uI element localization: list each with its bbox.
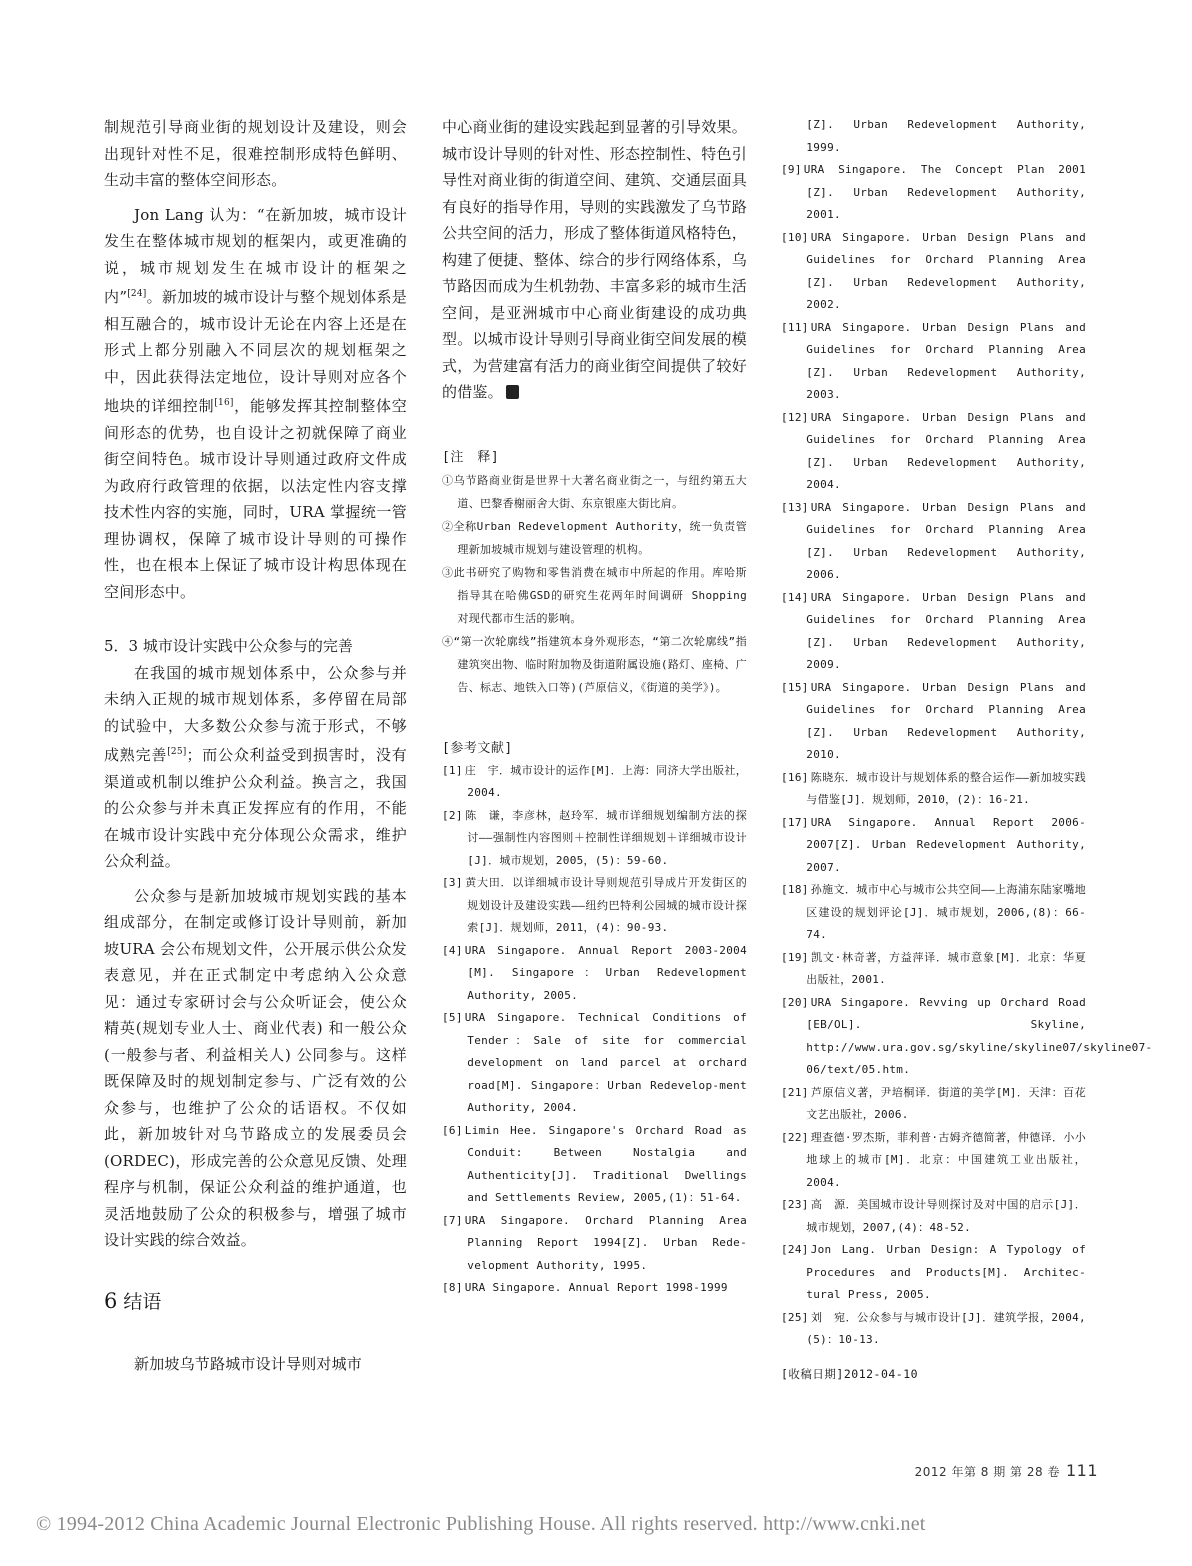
paragraph [104,660,407,875]
reference-item [781,879,1086,947]
reference-text: 芦原信义著，尹培桐译．街道的美学[M]．天津：百花文艺出版社，2006. [806,1085,1086,1121]
reference-item [781,407,1086,497]
reference-label: [14] [781,590,809,604]
issue-info [915,1461,1098,1480]
reference-label: [11] [781,320,809,334]
paragraph [442,114,747,406]
reference-text: URA Singapore. Technical Conditions of Tender：Sale of site for commercial development on land parcel at orchard road[M]. Singapore：Urban Redevelop-ment Authority, 2004. [464,1011,747,1114]
reference-label: [20] [781,995,809,1009]
reference-item [781,317,1086,407]
reference-label: [22] [781,1130,809,1144]
reference-label: [2] [442,808,463,822]
paragraph: 制规范引导商业街的规划设计及建设，则会出现针对性不足，很难控制形成特色鲜明、生动丰富的整体空间形态。 [104,118,407,189]
reference-text: URA Singapore. Orchard Planning Area Planning Report 1994[Z]. Urban Rede-velopment Authority, 1995. [464,1213,747,1272]
reference-label: [21] [781,1085,809,1099]
reference-text: 理查德·罗杰斯，菲利普·古姆齐德简著，仲德译．小小地球上的城市[M]．北京：中国建筑工业出版社，2004. [806,1130,1086,1189]
reference-label: [6] [442,1123,463,1137]
reference-label: [1] [442,763,463,777]
text-run: Jon Lang 认为：“在新加坡，城市设计发生在整体城市规划的框架内，或更准确的说，城市规划发生在城市设计的框架之内” [104,205,407,306]
reference-text: Jon Lang. Urban Design: A Typology of Procedures and Products[M]. Architec-tural Press, 2005. [806,1243,1086,1301]
reference-text: 孙施文．城市中心与城市公共空间——上海浦东陆家嘴地区建设的规划评论[J]．城市规划，2006,(8)：66-74. [806,883,1086,941]
end-of-article-icon [506,385,519,399]
reference-text: URA Singapore. Urban Design Plans and Guidelines for Orchard Planning Area [Z]. Urban Redevelopment Authority, 2006. [806,500,1086,581]
copyright-notice: © 1994-2012 China Academic Journal Electronic Publishing House. All rights reserved. http://www.cnki.net [36,1513,926,1535]
column-1 [104,114,407,1377]
reference-label: [24] [781,1243,809,1256]
reference-text: 高 源．美国城市设计导则探讨及对中国的启示[J]．城市规划，2007,(4)：48-52. [806,1198,1086,1234]
reference-label: [19] [781,950,809,964]
reference-text: 凯文·林奇著，方益萍译．城市意象[M]．北京：华夏出版社，2001. [806,950,1086,986]
reference-item [781,677,1086,767]
reference-item [781,947,1086,992]
reference-text: URA Singapore. Urban Design Plans and Guidelines for Orchard Planning Area [Z]. Urban Redevelopment Authority, 2010. [806,680,1086,761]
reference-text: 黄大田．以详细城市设计导则规范引导成片开发街区的规划设计及建设实践——纽约巴特利公园城的城市设计探索[J]．规划师，2011，(4)：90-93. [464,876,747,934]
reference-item [781,992,1153,1082]
reference-item [781,497,1086,587]
reference-label: [12] [781,410,809,424]
text-run: 。新加坡的城市设计与整个规划体系是相互融合的，城市设计无论在内容上还是在形式上都分别融入不同层次的规划框架之中，因此获得法定地位，设计导则对应各个地块的详细控制 [104,288,407,415]
paragraph: 公众参与是新加坡城市规划实践的基本组成部分，在制定或修订设计导则前，新加坡URA 会公布规划文件，公开展示供公众发表意见，并在正式制定中考虑纳入公众意见：通过专家研讨会与公众听证会，使公众精英(规划专业人士、商业代表) 和一般公众(一般参与者、利益相关人) 公同参与。这样既保障及时的规划制定参与、广泛有效的公众参与，也维护了公众的话语权。不仅如此，新加坡针对乌节路成立的发展委员会(ORDEC)，形成完善的公众意见反馈、处理程序与机制，保证公众利益的维护通道，也灵活地鼓励了公众的积极参与，增强了城市设计实践的综合效益。 [104,886,407,1249]
reference-text: 刘 宛．公众参与与城市设计[J]．建筑学报，2004,(5)：10-13. [806,1310,1086,1346]
reference-text: URA Singapore. Urban Design Plans and Guidelines for Orchard Planning Area [Z]. Urban Redevelopment Authority, 2003. [806,320,1086,401]
reference-label: [18] [781,883,809,896]
reference-text: URA Singapore. Revving up Orchard Road [EB/OL]. Skyline, http://www.ura.gov.sg/skyline/skyline07/skyline07-06/text/05.htm. [806,995,1153,1076]
reference-item [442,805,747,873]
notes-heading: [注 释] [442,449,500,465]
reference-item [442,1210,747,1278]
reference-label: [15] [781,680,809,694]
reference-text: Limin Hee. Singapore's Orchard Road as Conduit: Between Nostalgia and Authenticity[J]. Traditional Dwellings and Settlements Review, 2005,(1)：51-64. [464,1123,747,1204]
text-run: 在我国的城市规划体系中，公众参与并未纳入正规的城市规划体系，多停留在局部的试验中，大多数公众参与流于形式，不够成熟完善 [104,663,407,764]
reference-item [442,1120,747,1210]
reference-text: URA Singapore. Urban Design Plans and Guidelines for Orchard Planning Area [Z]. Urban Redevelopment Authority, 2002. [806,230,1086,311]
reference-text: URA Singapore. Annual Report 1998-1999 [464,1281,728,1294]
citation: [25] [167,747,187,757]
references-list [442,760,747,1300]
reference-label: [4] [442,943,463,957]
reference-text: 陈晓东．城市设计与规划体系的整合运作——新加坡实践与借鉴[J]．规划师，2010，(2)：16-21. [806,770,1086,806]
reference-text: 庄 宇．城市设计的运作[M]．上海：同济大学出版社，2004. [464,763,747,799]
reference-item [442,940,747,1008]
reference-label: [8] [442,1281,463,1294]
page-number: 111 [1065,1461,1098,1480]
reference-label: [9] [781,163,802,176]
reference-text: URA Singapore. Annual Report 2006-2007[Z]. Urban Redevelopment Authority, 2007. [806,815,1086,874]
section-number: 6 [104,1288,118,1313]
reference-label: [25] [781,1310,809,1324]
reference-text: URA Singapore. The Concept Plan 2001 [Z]. Urban Redevelopment Authority, 2001. [803,163,1086,221]
reference-label: [16] [781,770,809,784]
note-item: ④“第一次轮廓线”指建筑本身外观形态，“第二次轮廓线”指建筑突出物、临时附加物及街道附属设施(路灯、座椅、广告、标志、地铁入口等)(芦原信义，《街道的美学》)。 [442,634,747,694]
reference-text: URA Singapore. Annual Report 2003-2004 [M]. Singapore：Urban Redevelopment Authority, 2005. [464,943,747,1002]
text-run: 中心商业街的建设实践起到显著的引导效果。城市设计导则的针对性、形态控制性、特色引导性对商业街的街道空间、建筑、交通层面具有良好的指导作用，导则的实践激发了乌节路公共空间的活力，形成了整体街道风格特色，构建了便捷、整体、综合的步行网络体系，乌节路因而成为生机勃勃、丰富多彩的城市生活空间，是亚洲城市中心商业街建设的成功典型。以城市设计导则引导商业街空间发展的模式，为营建富有活力的商业街空间提供了较好的借鉴。 [442,118,747,401]
references-list [781,159,1153,1352]
section-title: 结语 [123,1290,162,1313]
reference-item [442,872,747,940]
reference-item [442,1007,747,1120]
column-3 [781,114,1153,1382]
reference-item [442,760,747,805]
reference-label: [23] [781,1198,809,1211]
reference-item [781,587,1086,677]
reference-label: [10] [781,230,809,244]
reference-item [781,1307,1086,1352]
references-heading: [参考文献] [442,740,513,756]
subsection-heading: 5．3 城市设计实践中公众参与的完善 [104,637,353,655]
reference-item [781,1194,1086,1239]
issue-label: 2012 年第 8 期 第 28 卷 [914,1465,1060,1479]
reference-item [781,159,1086,227]
note-item: ②全称Urban Redevelopment Authority，统一负责管理新加坡城市规划与建设管理的机构。 [442,519,747,556]
paragraph [104,202,407,606]
reference-label: [5] [442,1011,463,1024]
reference-label: [17] [781,815,809,829]
reference-text: URA Singapore. Urban Design Plans and Guidelines for Orchard Planning Area [Z]. Urban Redevelopment Authority, 2009. [806,590,1086,671]
reference-text: URA Singapore. Urban Design Plans and Guidelines for Orchard Planning Area [Z]. Urban Redevelopment Authority, 2004. [806,410,1086,491]
reference-item [781,1127,1086,1195]
received-date: [收稿日期]2012-04-10 [781,1366,919,1381]
reference-label: [7] [442,1213,463,1227]
note-item: ①乌节路商业街是世界十大著名商业街之一，与纽约第五大道、巴黎香榭丽舍大街、东京银座大街比肩。 [442,473,747,510]
reference-item [781,767,1086,812]
citation: [24] [127,289,147,299]
reference-item [781,227,1086,317]
notes-list [442,469,747,699]
text-run: ，能够发挥其控制整体空间形态的优势，也自设计之初就保障了商业街空间特色。城市设计导则通过政府文件成为政府行政管理的依据，以法定性内容支撑技术性内容的实施，同时，URA 掌握统一管理协调权，保障了城市设计导则的可操作性，也在根本上保证了城市设计构思体现在空间形态中。 [104,397,408,601]
reference-label: [3] [442,876,463,889]
text-run: ；而公众利益受到损害时，没有渠道或机制以维护公众利益。换言之，我国的公众参与并未真正发挥应有的作用，不能在城市设计实践中充分体现公众需求，维护公众利益。 [104,746,407,870]
reference-continuation: [Z]. Urban Redevelopment Authority, 1999. [806,118,1086,154]
section-heading [104,1286,407,1317]
reference-item [781,812,1086,880]
reference-item [781,1082,1086,1127]
reference-text: 陈 谦，李彦林，赵玲军．城市详细规划编制方法的探讨——强制性内容图则＋控制性详细规划＋详细城市设计[J]．城市规划，2005，(5)：59-60. [464,808,747,867]
reference-item [781,1239,1086,1307]
reference-item [442,1277,747,1300]
column-2 [442,114,747,1300]
paragraph: 新加坡乌节路城市设计导则对城市 [134,1354,363,1373]
citation: [16] [214,398,234,408]
note-item: ③此书研究了购物和零售消费在城市中所起的作用。库哈斯指导其在哈佛GSD的研究生花两年时间调研 Shopping 对现代都市生活的影响。 [442,565,747,625]
reference-label: [13] [781,500,809,514]
